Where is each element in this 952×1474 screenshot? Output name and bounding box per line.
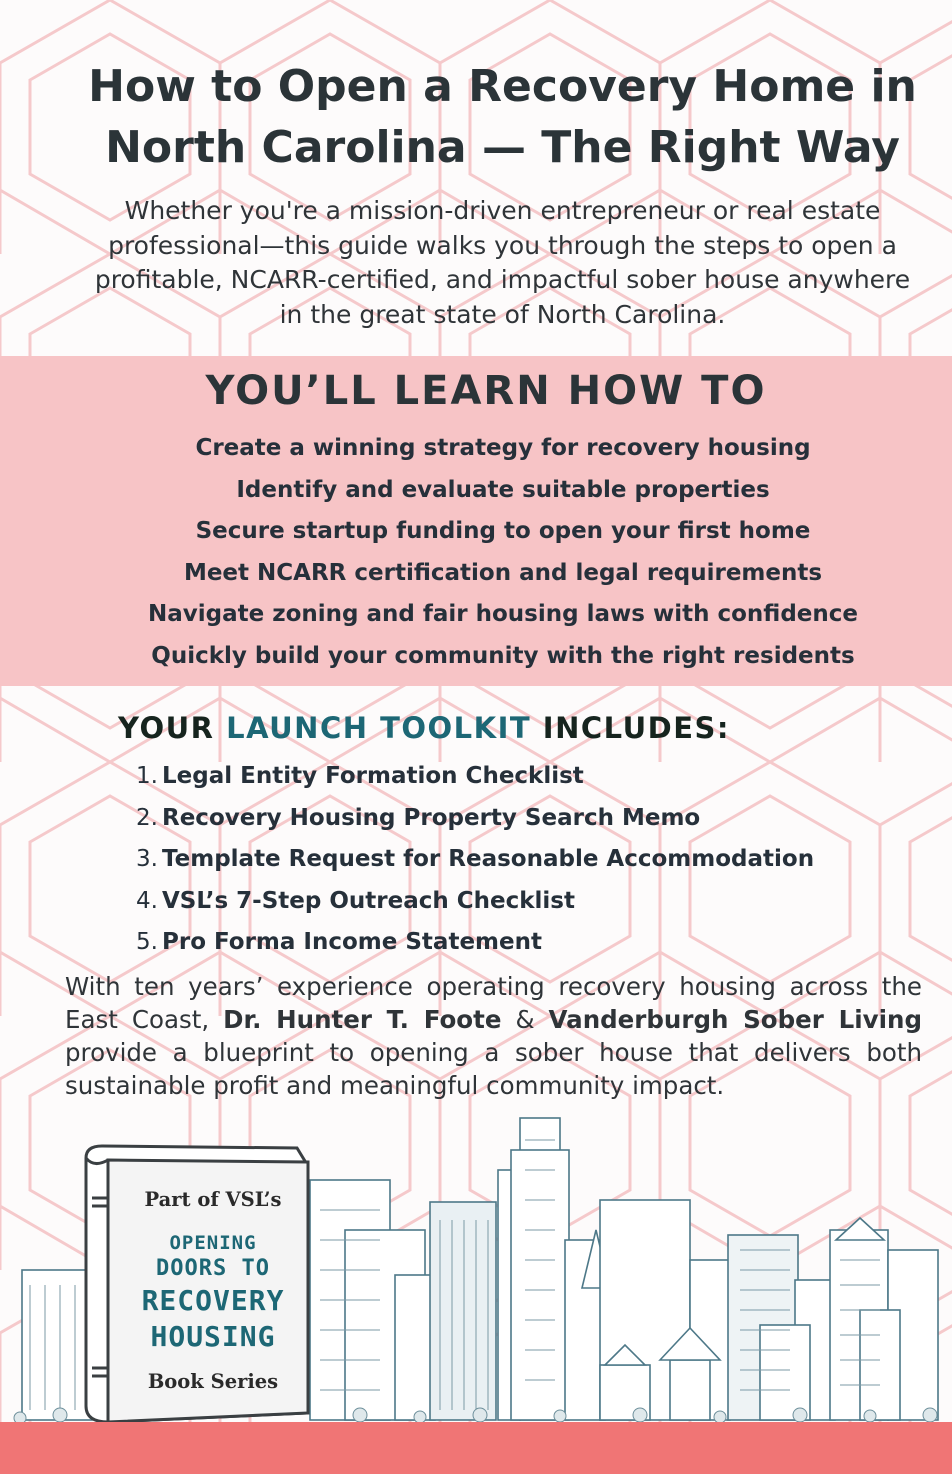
toolkit-heading bbox=[118, 708, 730, 748]
toolkit-item bbox=[136, 839, 814, 881]
toolkit-item bbox=[136, 881, 814, 923]
learn-item: Meet NCARR certification and legal requirements bbox=[183, 559, 823, 586]
bio-amp: & bbox=[501, 1005, 549, 1034]
bio-author: Dr. Hunter T. Foote bbox=[223, 1005, 502, 1034]
toolkit-item-number: 5. bbox=[136, 929, 158, 955]
toolkit-heading-accent: LAUNCH TOOLKIT bbox=[226, 711, 532, 745]
book-series-label: Book Series bbox=[147, 1370, 279, 1393]
toolkit-heading-pre: YOUR bbox=[118, 711, 227, 745]
toolkit-heading-post: INCLUDES: bbox=[531, 711, 731, 745]
book-title-line-2: DOORS TO bbox=[156, 1256, 270, 1281]
learn-item: Secure startup funding to open your first home bbox=[195, 518, 811, 544]
toolkit-item-text: Recovery Housing Property Search Memo bbox=[162, 804, 701, 831]
bio-part-2: provide a blueprint to opening a sober house that delivers both sustainable profit and meaningful community impact. bbox=[65, 1038, 922, 1100]
toolkit-item bbox=[136, 798, 814, 840]
toolkit-item-number: 2. bbox=[136, 804, 158, 831]
title-line-2: North Carolina — The Right Way bbox=[105, 122, 900, 173]
learn-item: Identify and evaluate suitable properties bbox=[236, 476, 770, 503]
learn-list bbox=[0, 428, 952, 677]
book-title-line-4: HOUSING bbox=[150, 1320, 276, 1353]
toolkit-item-text: VSL’s 7-Step Outreach Checklist bbox=[162, 887, 575, 914]
toolkit-item-text: Pro Forma Income Statement bbox=[162, 929, 542, 955]
toolkit-item-text: Legal Entity Formation Checklist bbox=[162, 763, 584, 789]
toolkit-item bbox=[136, 756, 814, 798]
title-line-1: How to Open a Recovery Home in bbox=[88, 61, 917, 112]
page-title bbox=[60, 56, 945, 178]
intro-paragraph: Whether you're a mission-driven entrepreneur or real estate professional—this guide walks you through the steps to open a profitable, NCARR-certified, and impactful sober house anywhere in the great state of North Carolina. bbox=[94, 196, 911, 329]
book-part-of: Part of VSL’s bbox=[144, 1188, 282, 1211]
toolkit-item bbox=[136, 922, 814, 964]
toolkit-list bbox=[136, 756, 814, 964]
toolkit-item-text: Template Request for Reasonable Accommodation bbox=[162, 846, 815, 872]
toolkit-item-number: 1. bbox=[136, 763, 158, 789]
footer-bar bbox=[0, 1422, 952, 1474]
bio-org: Vanderburgh Sober Living bbox=[548, 1005, 922, 1034]
learn-item: Create a winning strategy for recovery housing bbox=[195, 435, 811, 461]
toolkit-item-number: 3. bbox=[136, 846, 158, 872]
bio-part-1: With ten years’ experience operating recovery housing across the East Coast, bbox=[65, 972, 922, 1034]
book-title-line-3: RECOVERY bbox=[141, 1284, 285, 1317]
book-title-line-1: OPENING bbox=[169, 1232, 257, 1254]
author-bio bbox=[65, 970, 922, 1102]
toolkit-item-number: 4. bbox=[136, 887, 158, 914]
learn-heading: YOU’LL LEARN HOW TO bbox=[205, 368, 767, 414]
learn-item: Navigate zoning and fair housing laws with confidence bbox=[147, 601, 858, 627]
learn-item: Quickly build your community with the right residents bbox=[151, 642, 855, 669]
